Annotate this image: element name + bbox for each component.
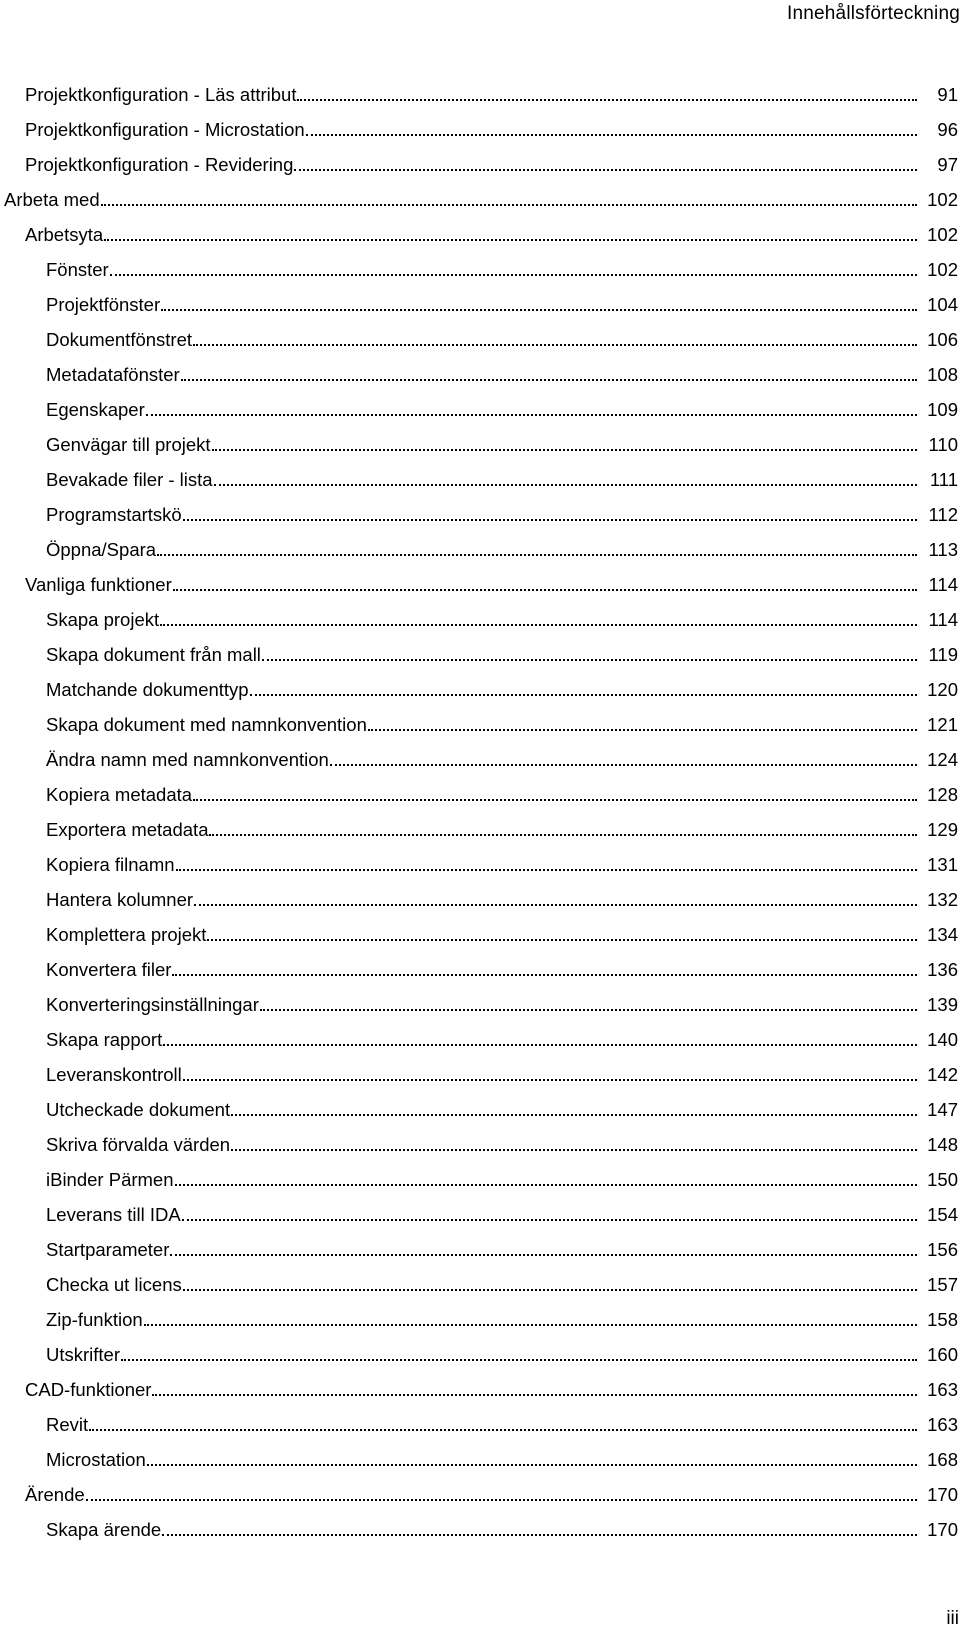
toc-entry[interactable] [0, 702, 960, 737]
toc-dot-leader [183, 1079, 917, 1081]
toc-entry-title: Skriva förvalda värden [46, 1134, 231, 1155]
toc-entry[interactable] [0, 947, 960, 982]
toc-dot-leader [194, 904, 917, 906]
toc-entry[interactable] [0, 107, 960, 142]
toc-entry[interactable] [0, 422, 960, 457]
toc-entry-page: 120 [927, 679, 958, 700]
toc-entry-page: 154 [927, 1204, 958, 1225]
toc-entry-title: Kopiera metadata [46, 784, 193, 805]
toc-entry-page: 136 [927, 959, 958, 980]
toc-entry-title: Arbetsyta [25, 224, 104, 245]
toc-dot-leader [157, 554, 917, 556]
toc-entry[interactable] [0, 1402, 960, 1437]
toc-entry[interactable] [0, 387, 960, 422]
toc-entry[interactable] [0, 212, 960, 247]
toc-entry[interactable] [0, 562, 960, 597]
toc-entry-page: 160 [927, 1344, 958, 1365]
toc-entry-page: 96 [937, 119, 958, 140]
toc-entry[interactable] [0, 807, 960, 842]
toc-entry-page: 156 [927, 1239, 958, 1260]
toc-dot-leader [306, 134, 917, 136]
toc-entry-title: Skapa dokument med namnkonvention [46, 714, 367, 735]
toc-entry-title: Skapa dokument från mall [46, 644, 261, 665]
toc-entry[interactable] [0, 247, 960, 282]
toc-entry-page: 108 [927, 364, 958, 385]
toc-dot-leader [231, 1149, 917, 1151]
toc-entry[interactable] [0, 1262, 960, 1297]
toc-entry-title: Startparameter [46, 1239, 170, 1260]
toc-entry-page: 134 [927, 924, 958, 945]
toc-entry[interactable] [0, 142, 960, 177]
toc-dot-leader [101, 204, 917, 206]
running-header-title: Innehållsförteckning [787, 3, 960, 24]
toc-entry[interactable] [0, 492, 960, 527]
toc-dot-leader [104, 239, 917, 241]
toc-entry-title: Exportera metadata [46, 819, 209, 840]
toc-entry-title: Komplettera projekt [46, 924, 207, 945]
toc-entry-page: 106 [927, 329, 958, 350]
toc-entry-title: Fönster [46, 259, 109, 280]
toc-entry-page: 142 [927, 1064, 958, 1085]
toc-dot-leader [121, 1359, 917, 1361]
toc-entry-page: 109 [927, 399, 958, 420]
toc-dot-leader [183, 519, 917, 521]
toc-entry-title: iBinder Pärmen [46, 1169, 174, 1190]
toc-entry-title: Projektkonfiguration - Revidering [25, 154, 294, 175]
toc-entry-title: Programstartskö [46, 504, 182, 525]
toc-dot-leader [193, 344, 917, 346]
toc-entry-page: 113 [928, 539, 958, 560]
toc-entry-page: 104 [927, 294, 958, 315]
toc-dot-leader [176, 869, 917, 871]
toc-dot-leader [160, 624, 917, 626]
toc-entry-title: Genvägar till projekt [46, 434, 211, 455]
toc-entry-title: Checka ut licens [46, 1274, 182, 1295]
toc-entry-page: 170 [927, 1519, 958, 1540]
toc-dot-leader [297, 99, 917, 101]
toc-dot-leader [207, 939, 917, 941]
toc-dot-leader [294, 169, 917, 171]
toc-entry[interactable] [0, 982, 960, 1017]
toc-entry-page: 168 [927, 1449, 958, 1470]
toc-entry-title: Skapa projekt [46, 609, 160, 630]
toc-entry-title: Skapa ärende [46, 1519, 162, 1540]
toc-entry[interactable] [0, 1017, 960, 1052]
toc-entry[interactable] [0, 772, 960, 807]
toc-entry-title: Projektkonfiguration - Läs attribut [25, 84, 297, 105]
toc-entry[interactable] [0, 1227, 960, 1262]
toc-dot-leader [175, 1184, 917, 1186]
toc-dot-leader [214, 484, 917, 486]
toc-entry[interactable] [0, 1122, 960, 1157]
toc-dot-leader [212, 449, 917, 451]
toc-entry-page: 148 [927, 1134, 958, 1155]
toc-entry-title: Arbeta med [4, 189, 100, 210]
toc-entry-page: 97 [937, 154, 958, 175]
toc-entry[interactable] [0, 1507, 960, 1542]
toc-dot-leader [193, 799, 917, 801]
toc-entry-title: Matchande dokumenttyp [46, 679, 249, 700]
toc-entry-page: 147 [927, 1099, 958, 1120]
toc-entry[interactable] [0, 1052, 960, 1087]
toc-entry[interactable] [0, 177, 960, 212]
toc-entry-page: 102 [927, 189, 958, 210]
toc-entry-page: 119 [928, 644, 958, 665]
toc-dot-leader [250, 694, 917, 696]
toc-entry-page: 91 [937, 84, 958, 105]
toc-dot-leader [161, 309, 917, 311]
toc-entry-title: Skapa rapport [46, 1029, 163, 1050]
page-number: iii [946, 1608, 959, 1629]
toc-entry-page: 111 [929, 469, 958, 490]
toc-entry-title: Ärende [25, 1484, 85, 1505]
table-of-contents [0, 72, 960, 1542]
toc-entry-title: Projektfönster [46, 294, 161, 315]
toc-entry-title: Leverans till IDA [46, 1204, 181, 1225]
toc-entry-title: Ändra namn med namnkonvention [46, 749, 329, 770]
toc-entry-page: 163 [927, 1379, 958, 1400]
toc-entry-title: Egenskaper [46, 399, 145, 420]
toc-entry-page: 157 [927, 1274, 958, 1295]
toc-entry-title: Konverteringsinställningar [46, 994, 259, 1015]
toc-dot-leader [260, 1009, 917, 1011]
toc-entry[interactable] [0, 632, 960, 667]
toc-dot-leader [330, 764, 917, 766]
toc-dot-leader [152, 1394, 917, 1396]
toc-entry-page: 110 [928, 434, 958, 455]
toc-dot-leader [182, 1219, 917, 1221]
toc-entry[interactable] [0, 1437, 960, 1472]
toc-entry-page: 139 [927, 994, 958, 1015]
toc-entry-title: CAD-funktioner [25, 1379, 152, 1400]
toc-entry-title: Leveranskontroll [46, 1064, 182, 1085]
toc-entry[interactable] [0, 352, 960, 387]
toc-entry-title: Revit [46, 1414, 89, 1435]
toc-dot-leader [89, 1429, 917, 1431]
toc-entry-title: Hantera kolumner [46, 889, 194, 910]
toc-entry-page: 129 [927, 819, 958, 840]
toc-entry-page: 121 [927, 714, 958, 735]
toc-entry-title: Dokumentfönstret [46, 329, 193, 350]
toc-dot-leader [163, 1044, 917, 1046]
toc-dot-leader [172, 974, 917, 976]
toc-entry-page: 128 [927, 784, 958, 805]
toc-entry[interactable] [0, 667, 960, 702]
toc-entry[interactable] [0, 72, 960, 107]
toc-entry-page: 114 [928, 609, 958, 630]
toc-entry-page: 102 [927, 259, 958, 280]
toc-entry[interactable] [0, 737, 960, 772]
toc-dot-leader [209, 834, 917, 836]
toc-entry-page: 102 [927, 224, 958, 245]
toc-entry[interactable] [0, 1297, 960, 1332]
toc-entry[interactable] [0, 842, 960, 877]
toc-entry[interactable] [0, 912, 960, 947]
toc-entry-title: Bevakade filer - lista [46, 469, 213, 490]
toc-dot-leader [146, 414, 917, 416]
toc-entry-title: Metadatafönster [46, 364, 180, 385]
toc-entry[interactable] [0, 457, 960, 492]
toc-entry-page: 158 [927, 1309, 958, 1330]
toc-entry[interactable] [0, 527, 960, 562]
toc-entry-title: Vanliga funktioner [25, 574, 172, 595]
toc-entry-title: Projektkonfiguration - Microstation [25, 119, 305, 140]
toc-entry[interactable] [0, 1157, 960, 1192]
toc-entry-page: 140 [927, 1029, 958, 1050]
toc-entry[interactable] [0, 1367, 960, 1402]
toc-entry-title: Zip-funktion [46, 1309, 143, 1330]
toc-entry[interactable] [0, 877, 960, 912]
toc-entry-title: Konvertera filer [46, 959, 172, 980]
toc-entry-title: Öppna/Spara [46, 539, 157, 560]
toc-entry[interactable] [0, 317, 960, 352]
toc-dot-leader [86, 1499, 917, 1501]
toc-entry[interactable] [0, 597, 960, 632]
toc-dot-leader [162, 1534, 917, 1536]
toc-dot-leader [173, 589, 917, 591]
toc-entry-page: 124 [927, 749, 958, 770]
toc-entry-page: 131 [927, 854, 958, 875]
toc-entry[interactable] [0, 1472, 960, 1507]
toc-entry-title: Utskrifter [46, 1344, 120, 1365]
toc-entry[interactable] [0, 1332, 960, 1367]
toc-dot-leader [368, 729, 917, 731]
toc-entry-page: 114 [928, 574, 958, 595]
toc-entry-page: 170 [927, 1484, 958, 1505]
toc-dot-leader [147, 1464, 917, 1466]
toc-entry-page: 163 [927, 1414, 958, 1435]
toc-dot-leader [181, 379, 917, 381]
toc-dot-leader [262, 659, 917, 661]
toc-dot-leader [170, 1254, 917, 1256]
toc-entry-title: Microstation [46, 1449, 146, 1470]
toc-entry-page: 150 [927, 1169, 958, 1190]
toc-dot-leader [110, 274, 917, 276]
toc-entry-page: 132 [927, 889, 958, 910]
toc-entry-title: Kopiera filnamn [46, 854, 175, 875]
toc-entry-page: 112 [928, 504, 958, 525]
toc-entry-title: Utcheckade dokument [46, 1099, 231, 1120]
toc-entry[interactable] [0, 1192, 960, 1227]
toc-entry[interactable] [0, 1087, 960, 1122]
toc-entry[interactable] [0, 282, 960, 317]
toc-dot-leader [231, 1114, 917, 1116]
toc-dot-leader [183, 1289, 917, 1291]
toc-dot-leader [144, 1324, 917, 1326]
